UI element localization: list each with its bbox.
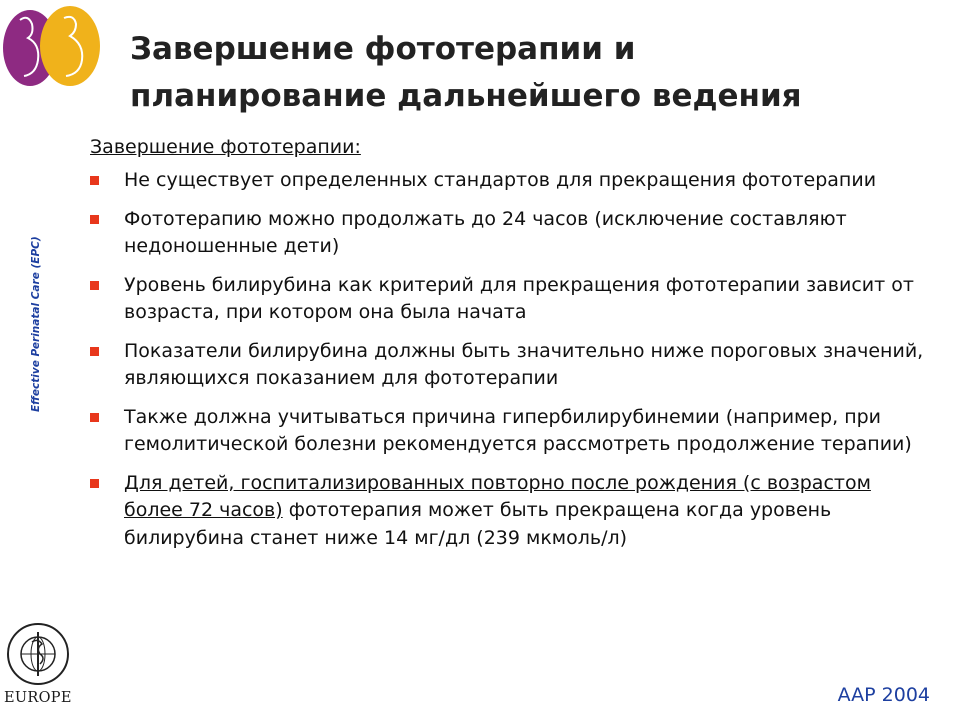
mother-child-logo-icon xyxy=(0,0,110,100)
page-title xyxy=(130,26,940,120)
bullet-text-underlined: Для детей, госпитализированных повторно после рождения (с возрастом более 72 часов) xyxy=(124,471,871,521)
list-item xyxy=(90,206,930,261)
bullet-text: Показатели билирубина должны быть значительно ниже пороговых значений, являющихся показанием для фототерапии xyxy=(124,339,924,389)
title-line-1: Завершение фототерапии и xyxy=(130,31,636,67)
title-line-2: планирование дальнейшего ведения xyxy=(130,78,802,114)
bullet-text: Не существует определенных стандартов для прекращения фототерапии xyxy=(124,169,877,191)
list-item xyxy=(90,167,930,195)
list-item xyxy=(90,272,930,327)
bullet-square-icon xyxy=(90,347,99,356)
reference-label: AAP 2004 xyxy=(837,684,930,706)
bullet-square-icon xyxy=(90,413,99,422)
who-europe-label: EUROPE xyxy=(4,690,72,706)
list-item xyxy=(90,338,930,393)
bullet-text: Уровень билирубина как критерий для прекращения фототерапии зависит от возраста, при котором она была начата xyxy=(124,273,914,323)
list-item xyxy=(90,470,930,553)
intro-heading: Завершение фототерапии: xyxy=(90,136,361,158)
bullet-square-icon xyxy=(90,479,99,488)
side-label-text: Effective Perinatal Care (EPC) xyxy=(30,236,42,412)
bullet-text: Фототерапию можно продолжать до 24 часов (исключение составляют недоношенные дети) xyxy=(124,207,847,257)
bullet-text: Также должна учитываться причина гипербилирубинемии (например, при гемолитической болезни рекомендуется рассмотреть продолжение терапии) xyxy=(124,405,912,455)
bullet-square-icon xyxy=(90,176,99,185)
slide-content xyxy=(90,133,930,563)
bullet-list xyxy=(90,167,930,552)
bullet-square-icon xyxy=(90,215,99,224)
list-item xyxy=(90,404,930,459)
side-label xyxy=(30,226,50,412)
bullet-text: фототерапия может быть прекращена когда уровень билирубина станет ниже 14 мг/дл (239 мкмоль/л) xyxy=(124,499,832,549)
bullet-square-icon xyxy=(90,281,99,290)
